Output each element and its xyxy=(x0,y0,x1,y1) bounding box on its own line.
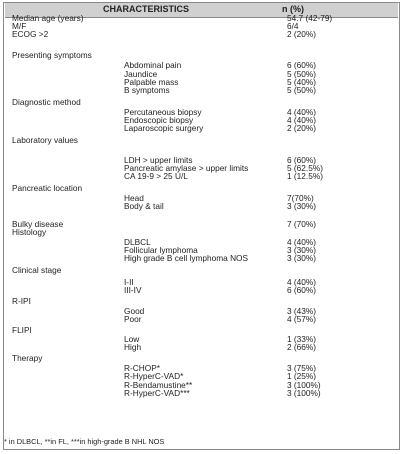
row-value: 3 (30%) xyxy=(287,201,317,211)
row-subcategory: Percutaneous biopsy xyxy=(124,107,202,117)
row-subcategory: R-HyperC-VAD* xyxy=(124,371,184,381)
row-subcategory: Palpable mass xyxy=(124,77,179,87)
row-value: 1 (33%) xyxy=(287,334,317,344)
row-subcategory: B symptoms xyxy=(124,85,170,95)
row-category: R-IPI xyxy=(12,296,31,306)
row-subcategory: R-CHOP* xyxy=(124,363,160,373)
row-subcategory: CA 19-9 > 25 U/L xyxy=(124,171,188,181)
row-subcategory: Good xyxy=(124,306,145,316)
row-value: 4 (40%) xyxy=(287,277,317,287)
header-n-percent: n (%) xyxy=(282,4,304,14)
row-subcategory: R-HyperC-VAD*** xyxy=(124,388,190,398)
row-subcategory: LDH > upper limits xyxy=(124,155,193,165)
row-value: 3 (30%) xyxy=(287,245,317,255)
row-value: 4 (40%) xyxy=(287,237,317,247)
row-value: 6/4 xyxy=(287,21,299,31)
row-subcategory: R-Bendamustine** xyxy=(124,380,193,390)
row-category: Pancreatic location xyxy=(12,183,83,193)
row-value: 6 (60%) xyxy=(287,285,317,295)
row-category: Diagnostic method xyxy=(12,97,81,107)
row-value: 5 (50%) xyxy=(287,85,317,95)
row-value: 4 (40%) xyxy=(287,115,317,125)
row-value: 3 (100%) xyxy=(287,388,321,398)
row-value: 4 (40%) xyxy=(287,107,317,117)
row-subcategory: Pancreatic amylase > upper limits xyxy=(124,163,249,173)
row-subcategory: Jaundice xyxy=(124,69,158,79)
row-value: 54.7 (42-79) xyxy=(287,13,333,23)
characteristics-table xyxy=(3,2,400,450)
row-category: FLIPI xyxy=(12,325,32,335)
row-subcategory: Poor xyxy=(124,314,142,324)
row-category: M/F xyxy=(12,21,27,31)
row-category: Median age (years) xyxy=(12,13,84,23)
row-subcategory: DLBCL xyxy=(124,237,151,247)
row-subcategory: Head xyxy=(124,193,144,203)
row-category: Therapy xyxy=(12,353,43,363)
row-category: Presenting symptoms xyxy=(12,50,92,60)
row-value: 5 (40%) xyxy=(287,77,317,87)
row-subcategory: Low xyxy=(124,334,140,344)
row-subcategory: Body & tail xyxy=(124,201,164,211)
row-value: 4 (57%) xyxy=(287,314,317,324)
row-value: 1 (25%) xyxy=(287,371,317,381)
row-subcategory: Endoscopic biopsy xyxy=(124,115,194,125)
row-subcategory: III-IV xyxy=(124,285,142,295)
table-footnote: * in DLBCL, **in FL, ***in high-grade B NHL NOS xyxy=(4,437,165,446)
row-subcategory: High xyxy=(124,342,142,352)
row-category: Laboratory values xyxy=(12,135,78,145)
row-value: 3 (30%) xyxy=(287,253,317,263)
row-value: 1 (12.5%) xyxy=(287,171,323,181)
row-value: 6 (60%) xyxy=(287,60,317,70)
row-category: Bulky disease xyxy=(12,219,64,229)
row-value: 3 (43%) xyxy=(287,306,317,316)
row-value: 2 (20%) xyxy=(287,29,317,39)
row-subcategory: High grade B cell lymphoma NOS xyxy=(124,253,249,263)
row-value: 5 (62.5%) xyxy=(287,163,323,173)
row-value: 2 (66%) xyxy=(287,342,317,352)
row-subcategory: Follicular lymphoma xyxy=(124,245,198,255)
row-subcategory: Laparoscopic surgery xyxy=(124,123,204,133)
row-category: Histology xyxy=(12,227,47,237)
row-value: 7 (70%) xyxy=(287,219,317,229)
row-value: 3 (100%) xyxy=(287,380,321,390)
row-category: ECOG >2 xyxy=(12,29,49,39)
row-value: 2 (20%) xyxy=(287,123,317,133)
row-value: 3 (75%) xyxy=(287,363,317,373)
row-value: 6 (60%) xyxy=(287,155,317,165)
row-subcategory: I-II xyxy=(124,277,134,287)
row-value: 5 (50%) xyxy=(287,69,317,79)
row-value: 7(70%) xyxy=(287,193,314,203)
header-characteristics: CHARACTERISTICS xyxy=(103,4,190,14)
row-subcategory: Abdominal pain xyxy=(124,60,182,70)
row-category: Clinical stage xyxy=(12,265,62,275)
